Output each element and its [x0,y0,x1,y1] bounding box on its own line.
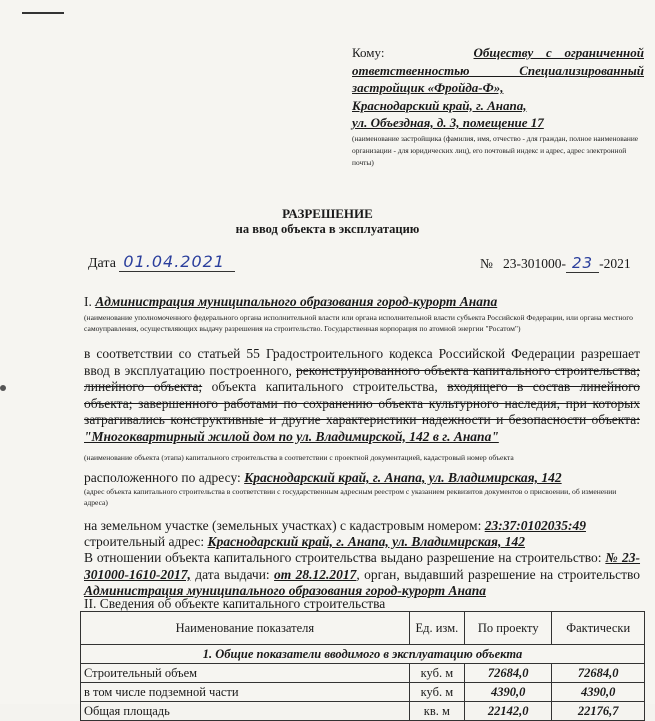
row-name: Общая площадь [81,702,410,721]
permit-paragraph [84,346,640,445]
struck-text-2: входящего в состав линейного объекта; завершенного работами по сохранению объекта культурного наследия, при которых затрагивались конструктивные и другие характеристики надежности и безопасности объекта: [84,379,641,427]
row-actual: 72684,0 [552,664,645,683]
permit-date: от 28.12.2017 [274,566,357,582]
col-project-header: По проекту [465,612,552,645]
struck-text-1: реконструированного объекта капитального строительства; линейного объекта; [84,362,641,394]
col-name-header: Наименование показателя [81,612,410,645]
number-suffix: -2021 [599,256,631,271]
scan-mark [22,12,64,14]
build-address-line [84,534,640,551]
paragraph-text-1: в соответствии со статьей 55 Градостроительного кодекса Российской Федерации разрешает ввод в эксплуатацию построенного, [84,346,640,378]
construction-permit-paragraph [84,550,640,600]
permit-org: Администрация муниципального образования город-курорт Анапа [84,583,486,598]
table-row [81,683,645,702]
row-project: 72684,0 [465,664,552,683]
permit-org-label: , орган, выдавший разрешение на строительство [356,566,641,582]
section-1-roman: I. [84,294,92,309]
row-actual: 4390,0 [552,683,645,702]
number-prefix: 23-301000- [503,256,567,271]
table-header-row [81,612,645,645]
row-actual: 22176,7 [552,702,645,721]
col-unit-header: Ед. изм. [409,612,464,645]
row-name: в том числе подземной части [81,683,410,702]
object-name: "Многоквартирный жилой дом по ул. Владимирской, 142 в г. Анапа" [84,428,499,444]
recipient-label: Кому: [352,45,385,60]
paragraph-text-2: объекта капитального строительства, [211,379,438,394]
recipient-name-1: Обществу с ограниченной [473,45,644,60]
col-actual-header: Фактически [552,612,645,645]
date-label: Дата [88,256,116,271]
address-line [84,470,640,487]
number-label: № [480,256,493,271]
row-unit: куб. м [409,683,464,702]
address-label: расположенного по адресу: [84,470,241,485]
cadastral-number: 23:37:0102035:49 [484,518,586,533]
authority-line [84,294,640,311]
permit-date-label: дата выдачи: [195,566,270,582]
subsection-title: 1. Общие показатели вводимого в эксплуатацию объекта [81,645,645,664]
recipient-name-2: ответственностью Специализированный [352,62,644,78]
authority-hint: (наименование уполномоченного федерального органа исполнительной власти или органа исполнительной власти субъекта Российской Федерации, или органа местного самоуправления, осуществляющих выдачу разрешения на строительство. Государственная корпорация по атомной энергии "Росатом") [84,313,633,333]
row-project: 22142,0 [465,702,552,721]
recipient-hint: (наименование застройщика (фамилия, имя, отчество - для граждан, полное наименование организации - для юридических лиц), его почтовый индекс и адрес, адрес электронной почты) [352,133,639,167]
row-project: 4390,0 [465,683,552,702]
number-handwritten: 23 [566,254,599,273]
permit-number: № 23-301000-1610-2017, [84,550,641,582]
date-value: 01.04.2021 [119,252,235,272]
recipient-line-1 [352,44,644,62]
row-unit: куб. м [409,664,464,683]
land-line [84,518,640,535]
recipient-address-2: ул. Объездная, д. 3, помещение 17 [352,115,544,130]
table-row [81,702,645,721]
permit-text: В отношении объекта капитального строительства выдано разрешение на строительство: [84,550,602,565]
address-value: Краснодарский край, г. Анапа, ул. Владимирская, 142 [244,470,562,485]
section-2-title: II. Сведения об объекте капитального строительства [84,596,386,611]
authority-name: Администрация муниципального образования город-курорт Анапа [95,294,498,309]
indicators-table [80,611,645,721]
scan-mark-dot [0,385,6,391]
subsection-row [81,645,645,664]
land-label: на земельном участке (земельных участках) с кадастровым номером: [84,518,482,533]
build-address-value: Краснодарский край, г. Анапа, ул. Владимирская, 142 [207,534,525,549]
recipient-address-1: Краснодарский край, г. Анапа, [352,97,527,113]
build-address-label: строительный адрес: [84,534,205,549]
row-name: Строительный объем [81,664,410,683]
document-subtitle: на ввод объекта в эксплуатацию [235,222,420,236]
document-title: РАЗРЕШЕНИЕ [282,206,373,221]
recipient-name-3: застройщик «Фройда-Ф», [352,80,504,95]
date-field [88,252,235,272]
number-field [480,254,631,272]
recipient-block [352,44,644,169]
table-row [81,664,645,683]
address-hint: (адрес объекта капитального строительства в соответствии с государственным адресным реестром с указанием реквизитов документов о присвоении, об изменении адреса) [84,487,617,507]
row-unit: кв. м [409,702,464,721]
object-hint: (наименование объекта (этапа) капитального строительства в соответствии с проектной документацией, кадастровый номер объекта [84,453,514,462]
